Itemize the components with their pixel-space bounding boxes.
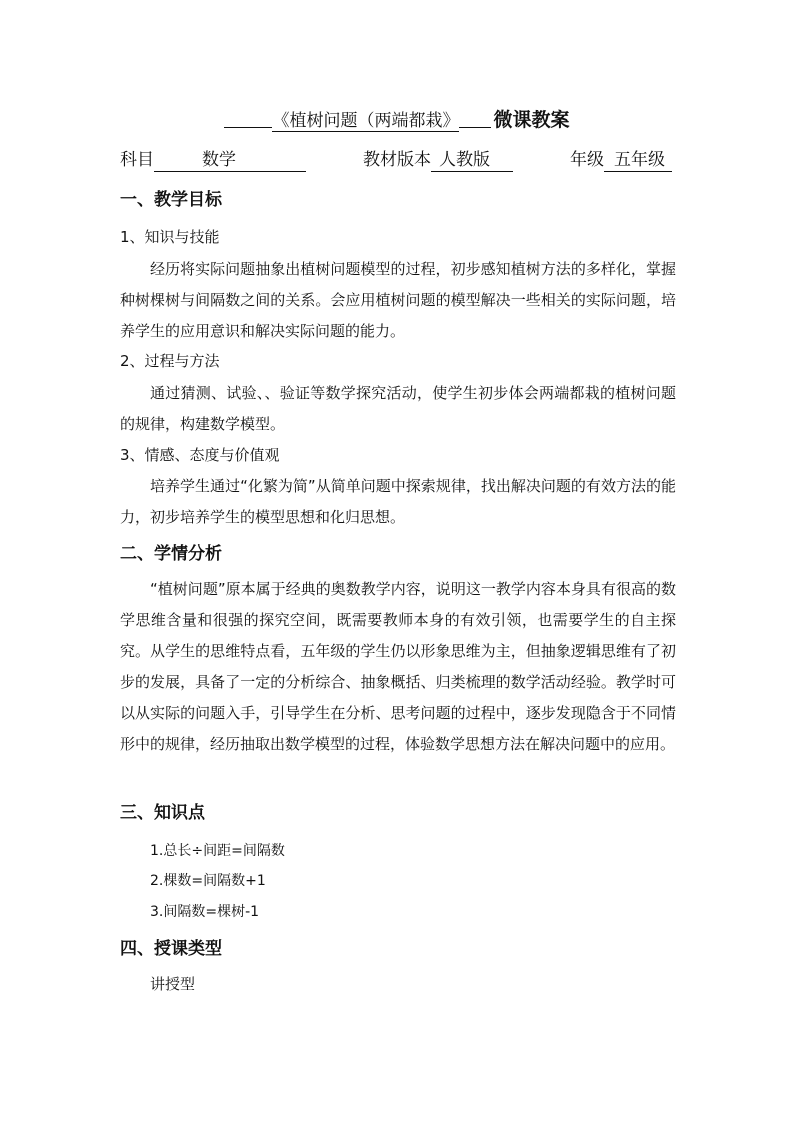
paragraph-process-method: 通过猜测、试验、、验证等数学探究活动，使学生初步体会两端都栽的植树问题的规律，构建数学模型。 [120, 384, 676, 433]
textbook-field [363, 146, 513, 174]
textbook-value: 人教版 [431, 149, 513, 172]
paragraph-attitude-values: 培养学生通过“化繁为简”从简单问题中探索规律，找出解决问题的有效方法的能力，初步培养学生的模型思想和化归思想。 [120, 477, 676, 526]
subject-value: 数学 [154, 149, 306, 172]
section-heading-lesson-type: 四、授课类型 [120, 939, 222, 959]
subheading-attitude-values: 3、情感、态度与价值观 [120, 446, 280, 464]
grade-label: 年级 [570, 150, 604, 170]
subject-label: 科目 [120, 150, 154, 170]
subject-field [120, 146, 306, 174]
paragraph-student-analysis: “植树问题”原本属于经典的奥数教学内容，说明这一教学内容本身具有很高的数学思维含量和很强的探究空间，既需要教师本身的有效引领，也需要学生的自主探究。从学生的思维特点看，五年级的学生仍以形象思维为主，但抽象逻辑思维有了初步的发展，具备了一定的分析综合、抽象概括、归类梳理的数学活动经验。教学时可以从实际的问题入手，引导学生在分析、思考问题的过程中，逐步发现隐含于不同情形中的规律，经历抽取出数学模型的过程，体验数学思想方法在解决问题中的应用。 [120, 580, 676, 753]
grade-value: 五年级 [604, 149, 672, 172]
knowledge-point-item: 1.总长÷间距=间隔数 [150, 843, 285, 859]
title-underline-trail [459, 106, 491, 128]
title-underline-lead [224, 106, 272, 128]
textbook-label: 教材版本 [363, 150, 431, 170]
section-heading-student-analysis: 二、学情分析 [120, 544, 222, 564]
document-title [0, 106, 794, 135]
meta-row [120, 146, 676, 174]
lesson-type-value: 讲授型 [150, 975, 196, 993]
knowledge-point-item: 3.间隔数=棵树-1 [150, 904, 260, 920]
subheading-process-method: 2、过程与方法 [120, 352, 220, 370]
title-main: 《植树问题（两端都栽》 [272, 111, 460, 131]
title-suffix: 微课教案 [493, 109, 570, 131]
knowledge-point-item: 2.棵数=间隔数+1 [150, 873, 266, 889]
section-heading-knowledge-points: 三、知识点 [120, 803, 205, 823]
subheading-knowledge-skills: 1、知识与技能 [120, 228, 220, 246]
section-heading-goals: 一、教学目标 [120, 190, 222, 210]
paragraph-knowledge-skills: 经历将实际问题抽象出植树问题模型的过程，初步感知植树方法的多样化，掌握种树棵树与间隔数之间的关系。会应用植树问题的模型解决一些相关的实际问题，培养学生的应用意识和解决实际问题的能力。 [120, 260, 676, 340]
grade-field [570, 146, 672, 174]
